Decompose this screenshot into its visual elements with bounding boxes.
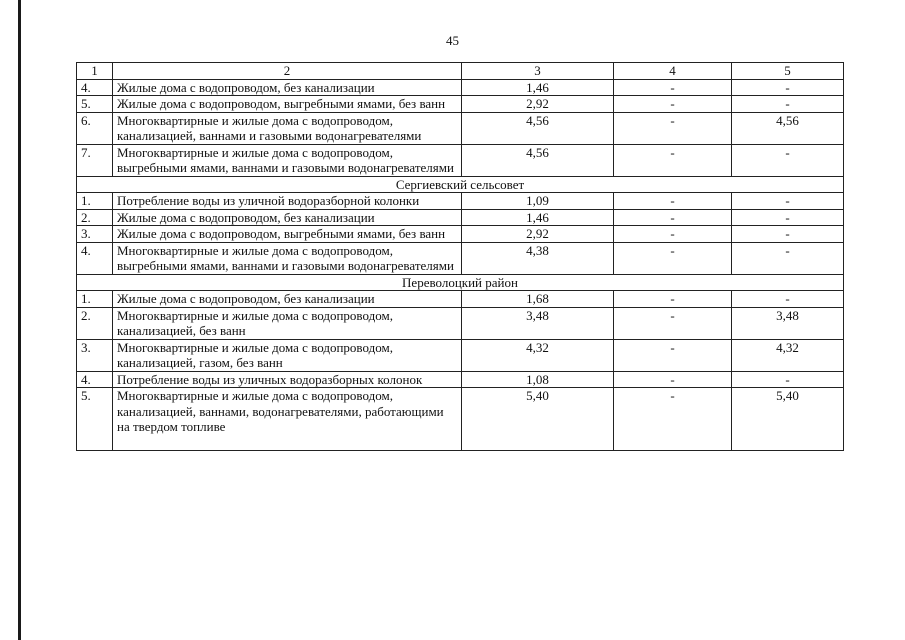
- table-row: [77, 242, 844, 274]
- section-row: [77, 274, 844, 291]
- row-value-4: -: [614, 242, 732, 274]
- row-value-4: -: [614, 96, 732, 113]
- table-row: [77, 388, 844, 451]
- row-value-3: 5,40: [462, 388, 614, 451]
- table-row: [77, 96, 844, 113]
- row-value-5: -: [732, 96, 844, 113]
- row-value-4: -: [614, 79, 732, 96]
- row-value-3: 1,09: [462, 193, 614, 210]
- row-value-3: 3,48: [462, 307, 614, 339]
- row-number: 4.: [77, 79, 113, 96]
- row-description: Жилые дома с водопроводом, выгребными ямами, без ванн: [113, 96, 462, 113]
- row-value-3: 4,38: [462, 242, 614, 274]
- row-description: Многоквартирные и жилые дома с водопроводом, канализацией, газом, без ванн: [113, 339, 462, 371]
- section-title: Переволоцкий район: [77, 274, 844, 291]
- row-value-4: -: [614, 112, 732, 144]
- row-value-3: 2,92: [462, 226, 614, 243]
- row-description: Жилые дома с водопроводом, без канализации: [113, 209, 462, 226]
- table-row: [77, 144, 844, 176]
- row-value-4: -: [614, 226, 732, 243]
- row-description: Потребление воды из уличных водоразборных колонок: [113, 371, 462, 388]
- row-value-4: -: [614, 371, 732, 388]
- header-col-4: 4: [614, 63, 732, 80]
- header-col-1: 1: [77, 63, 113, 80]
- row-value-5: -: [732, 193, 844, 210]
- table-row: [77, 226, 844, 243]
- table-header-row: [77, 63, 844, 80]
- row-description: Потребление воды из уличной водоразборной колонки: [113, 193, 462, 210]
- table-row: [77, 193, 844, 210]
- row-number: 1.: [77, 291, 113, 308]
- row-value-4: -: [614, 144, 732, 176]
- header-col-3: 3: [462, 63, 614, 80]
- row-number: 1.: [77, 193, 113, 210]
- table-row: [77, 79, 844, 96]
- row-number: 7.: [77, 144, 113, 176]
- row-value-5: -: [732, 209, 844, 226]
- row-value-4: -: [614, 291, 732, 308]
- row-value-3: 4,56: [462, 144, 614, 176]
- table-row: [77, 112, 844, 144]
- row-description: Многоквартирные и жилые дома с водопроводом, канализацией, ваннами и газовыми водонагревателями: [113, 112, 462, 144]
- row-value-5: 3,48: [732, 307, 844, 339]
- row-description: Многоквартирные и жилые дома с водопроводом, выгребными ямами, ваннами и газовыми водонагревателями: [113, 242, 462, 274]
- row-value-5: 4,32: [732, 339, 844, 371]
- row-description: Многоквартирные и жилые дома с водопроводом, канализацией, ваннами, водонагревателями, работающими на твердом топливе: [113, 388, 462, 451]
- row-value-3: 1,46: [462, 209, 614, 226]
- row-value-5: -: [732, 226, 844, 243]
- row-description: Жилые дома с водопроводом, выгребными ямами, без ванн: [113, 226, 462, 243]
- water-consumption-table: [76, 62, 844, 451]
- row-description: Многоквартирные и жилые дома с водопроводом, канализацией, без ванн: [113, 307, 462, 339]
- header-col-2: 2: [113, 63, 462, 80]
- section-title: Сергиевский сельсовет: [77, 176, 844, 193]
- row-description: Жилые дома с водопроводом, без канализации: [113, 291, 462, 308]
- row-value-4: -: [614, 307, 732, 339]
- header-col-5: 5: [732, 63, 844, 80]
- row-value-4: -: [614, 193, 732, 210]
- row-value-3: 1,08: [462, 371, 614, 388]
- row-value-3: 1,46: [462, 79, 614, 96]
- binding-edge-line: [18, 0, 21, 640]
- section-row: [77, 176, 844, 193]
- row-number: 6.: [77, 112, 113, 144]
- table-row: [77, 371, 844, 388]
- row-value-5: 5,40: [732, 388, 844, 451]
- row-value-5: -: [732, 79, 844, 96]
- row-value-5: -: [732, 242, 844, 274]
- table-row: [77, 307, 844, 339]
- table-row: [77, 291, 844, 308]
- row-value-3: 4,56: [462, 112, 614, 144]
- row-number: 4.: [77, 371, 113, 388]
- row-value-4: -: [614, 339, 732, 371]
- row-number: 3.: [77, 339, 113, 371]
- table-row: [77, 209, 844, 226]
- page-number: 45: [446, 33, 459, 48]
- row-value-5: -: [732, 144, 844, 176]
- row-description: Жилые дома с водопроводом, без канализации: [113, 79, 462, 96]
- row-number: 3.: [77, 226, 113, 243]
- table-row: [77, 339, 844, 371]
- row-number: 5.: [77, 388, 113, 451]
- row-value-5: 4,56: [732, 112, 844, 144]
- row-value-5: -: [732, 291, 844, 308]
- row-number: 2.: [77, 307, 113, 339]
- row-value-3: 4,32: [462, 339, 614, 371]
- row-value-4: -: [614, 388, 732, 451]
- row-number: 4.: [77, 242, 113, 274]
- row-value-3: 2,92: [462, 96, 614, 113]
- row-value-3: 1,68: [462, 291, 614, 308]
- row-value-4: -: [614, 209, 732, 226]
- row-description: Многоквартирные и жилые дома с водопроводом, выгребными ямами, ваннами и газовыми водонагревателями: [113, 144, 462, 176]
- row-number: 2.: [77, 209, 113, 226]
- row-value-5: -: [732, 371, 844, 388]
- row-number: 5.: [77, 96, 113, 113]
